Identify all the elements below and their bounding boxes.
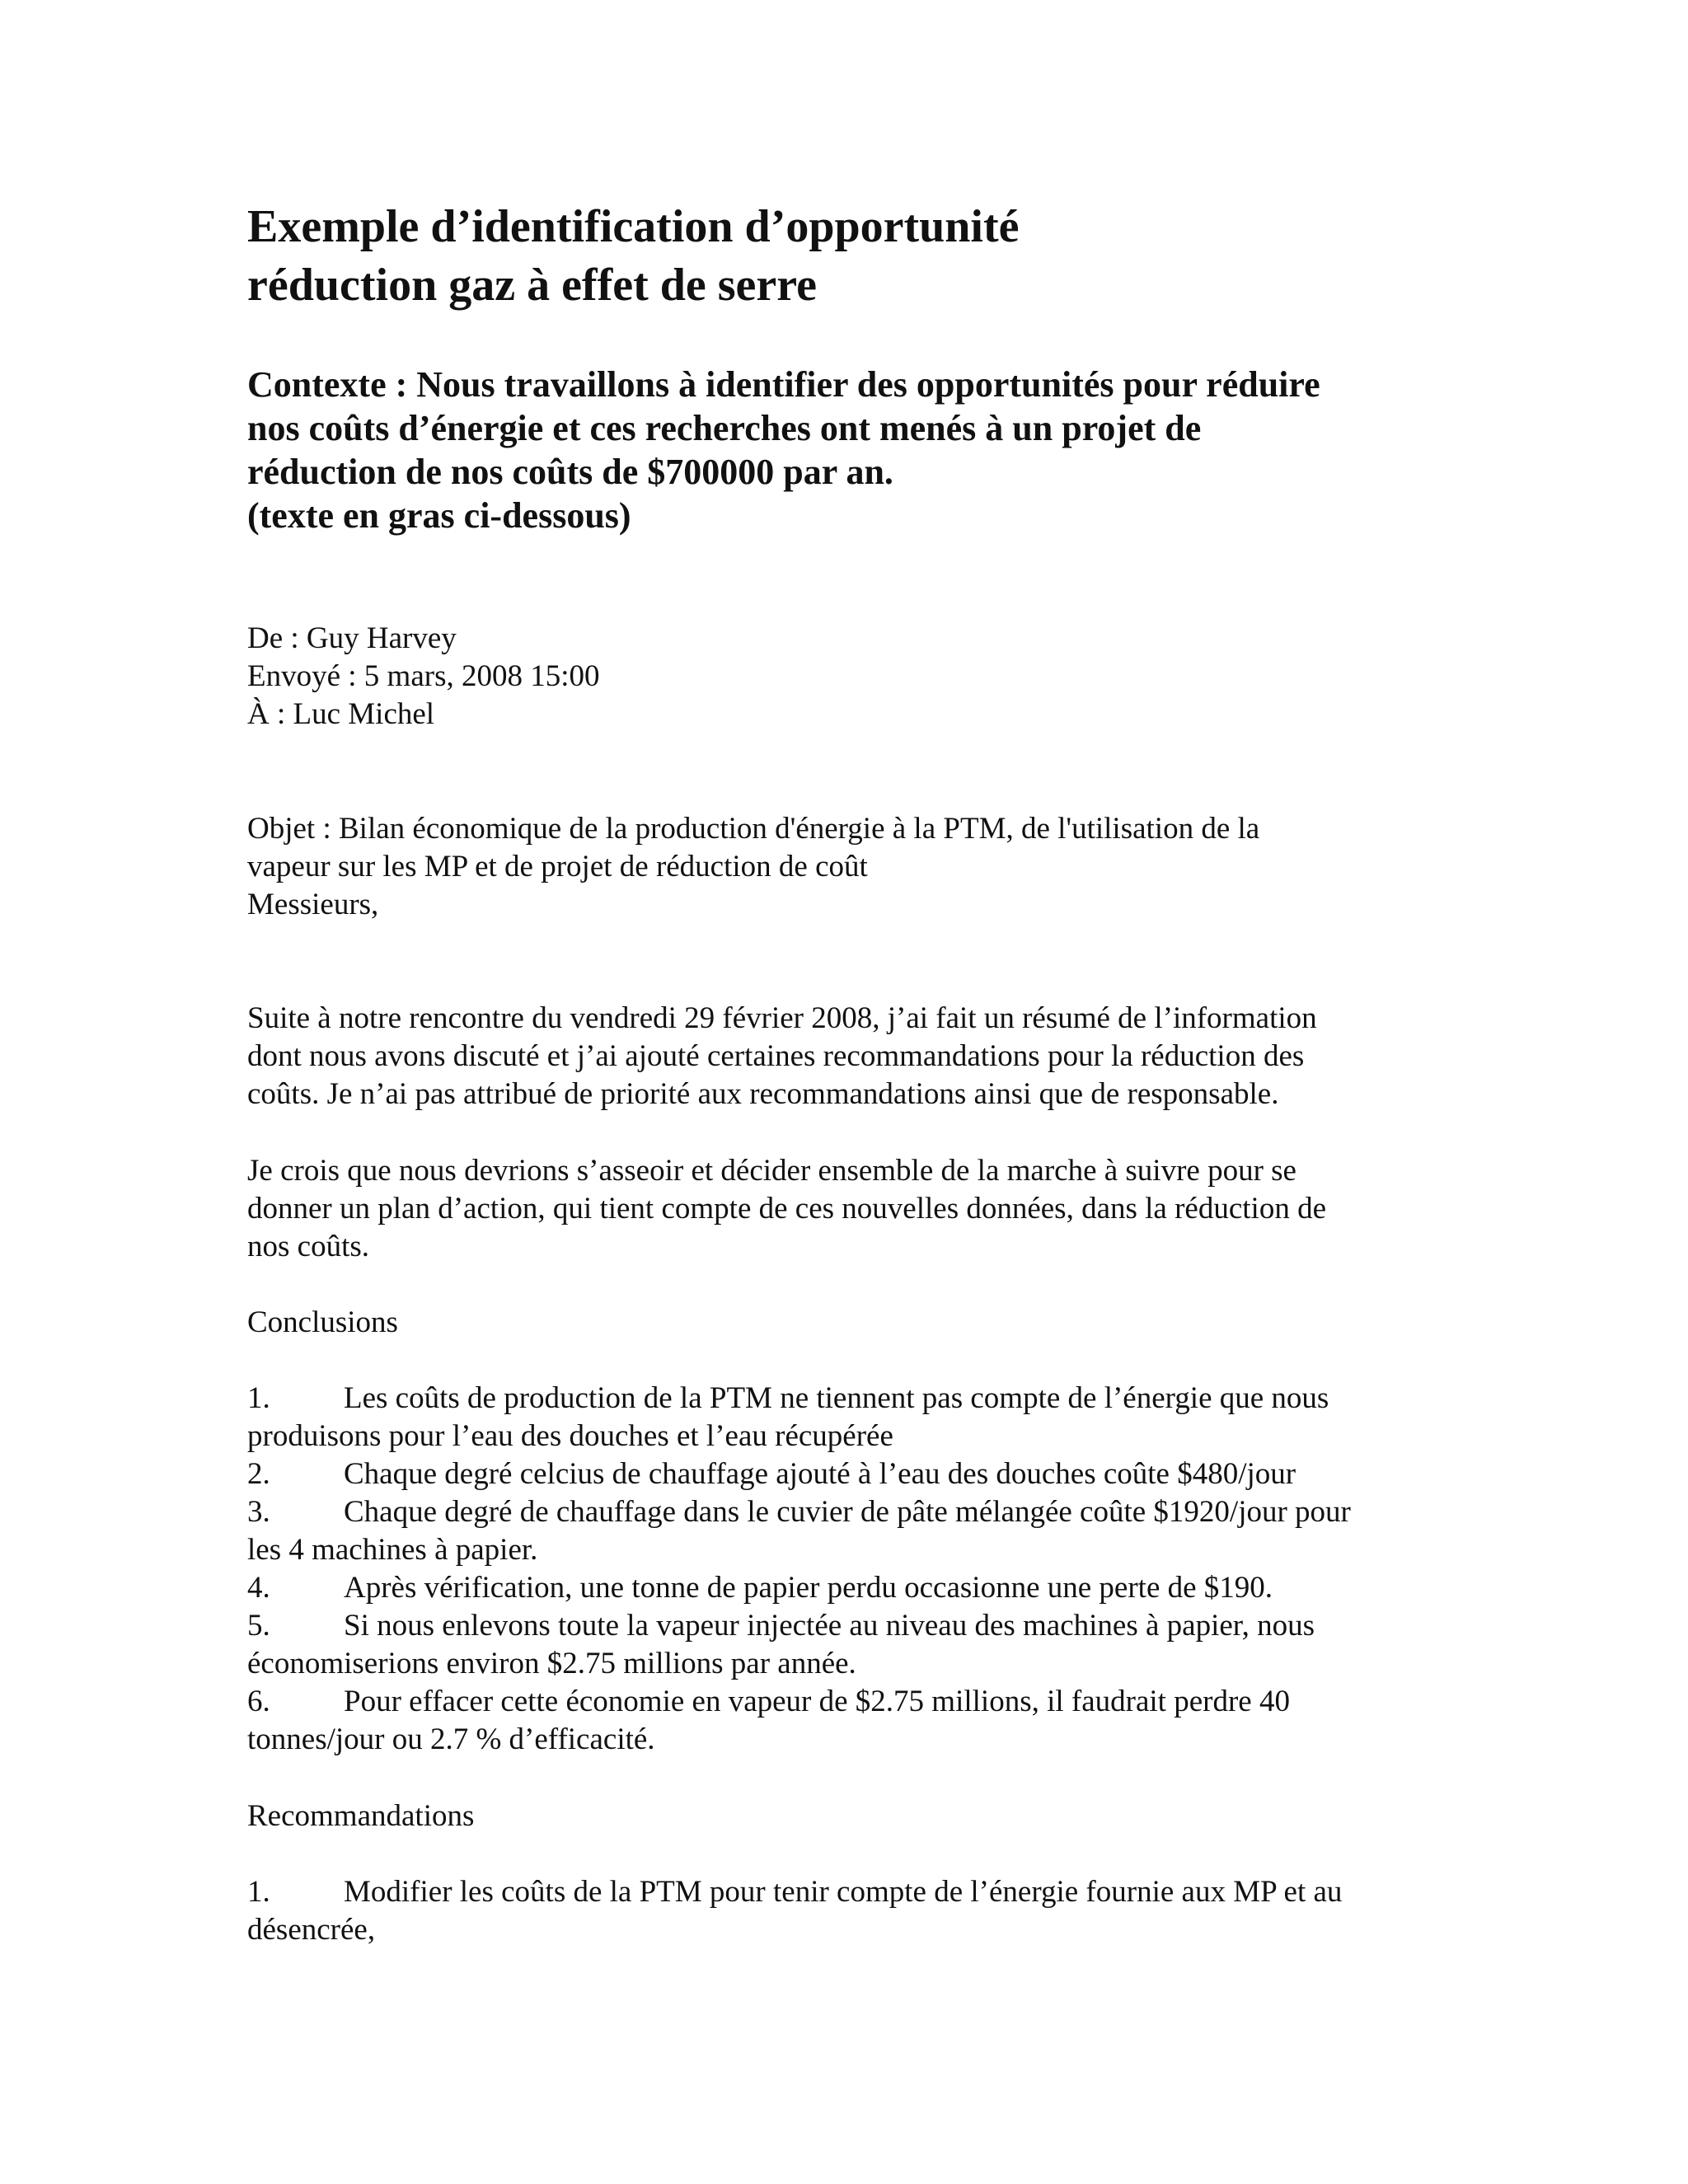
conclusions-list	[247, 1380, 1451, 1759]
email-subject-line-1: Objet : Bilan économique de la production d'énergie à la PTM, de l'utilisation de la	[247, 812, 1260, 846]
context-line-3: réduction de nos coûts de $700000 par an.	[247, 452, 893, 492]
conclusion-number: 1.	[247, 1381, 270, 1415]
paragraph-2	[247, 1152, 1451, 1266]
conclusion-text: Chaque degré celcius de chauffage ajouté à l’eau des douches coûte $480/jour	[344, 1457, 1296, 1491]
conclusion-number: 4.	[247, 1571, 270, 1605]
conclusions-heading: Conclusions	[247, 1305, 398, 1339]
paragraph-1	[247, 1000, 1451, 1113]
paragraph-1-line-2: dont nous avons discuté et j’ai ajouté certaines recommandations pour la réduction des	[247, 1039, 1305, 1073]
context-line-1: Contexte : Nous travaillons à identifier des opportunités pour réduire	[247, 364, 1320, 405]
paragraph-2-line-1: Je crois que nous devrions s’asseoir et décider ensemble de la marche à suivre pour se	[247, 1154, 1296, 1188]
conclusion-number: 6.	[247, 1685, 270, 1718]
recommendation-number: 1.	[247, 1875, 270, 1909]
conclusion-item-4	[247, 1569, 1451, 1607]
email-subject-block	[247, 810, 1451, 924]
conclusion-text: Les coûts de production de la PTM ne tiennent pas compte de l’énergie que nous	[344, 1381, 1329, 1415]
email-from: De : Guy Harvey	[247, 621, 457, 655]
context-heading	[247, 363, 1484, 537]
conclusion-text: Après vérification, une tonne de papier perdu occasionne une perte de $190.	[344, 1571, 1273, 1605]
conclusion-text: Si nous enlevons toute la vapeur injectée au niveau des machines à papier, nous	[344, 1609, 1315, 1643]
conclusion-item-5-cont: économiserions environ $2.75 millions par année.	[247, 1647, 856, 1680]
paragraph-1-line-3: coûts. Je n’ai pas attribué de priorité aux recommandations ainsi que de responsable.	[247, 1077, 1279, 1111]
email-salutation: Messieurs,	[247, 888, 379, 921]
recommendation-item-1-cont: désencrée,	[247, 1913, 376, 1947]
conclusion-text: Pour effacer cette économie en vapeur de $2.75 millions, il faudrait perdre 40	[344, 1685, 1290, 1718]
conclusion-number: 3.	[247, 1495, 270, 1529]
context-line-2: nos coûts d’énergie et ces recherches ont menés à un projet de	[247, 408, 1202, 448]
title-line-1: Exemple d’identification d’opportunité	[247, 201, 1020, 252]
conclusion-item-5	[247, 1607, 1451, 1645]
conclusion-item-2	[247, 1455, 1451, 1493]
email-header	[247, 620, 600, 733]
email-sent: Envoyé : 5 mars, 2008 15:00	[247, 659, 600, 693]
conclusion-item-1-cont: produisons pour l’eau des douches et l’eau récupérée	[247, 1419, 893, 1453]
context-line-4: (texte en gras ci-dessous)	[247, 495, 631, 536]
conclusion-item-6	[247, 1683, 1451, 1721]
conclusion-number: 5.	[247, 1609, 270, 1643]
conclusion-item-6-cont: tonnes/jour ou 2.7 % d’efficacité.	[247, 1722, 655, 1756]
paragraph-2-line-2: donner un plan d’action, qui tient compte de ces nouvelles données, dans la réduction de	[247, 1192, 1327, 1226]
recommendation-text: Modifier les coûts de la PTM pour tenir compte de l’énergie fournie aux MP et au	[344, 1875, 1343, 1909]
document-title	[247, 198, 1484, 315]
title-line-2: réduction gaz à effet de serre	[247, 260, 817, 311]
conclusion-item-3	[247, 1493, 1451, 1531]
recommendations-heading: Recommandations	[247, 1799, 475, 1833]
email-subject-line-2: vapeur sur les MP et de projet de réduction de coût	[247, 850, 868, 883]
paragraph-1-line-1: Suite à notre rencontre du vendredi 29 février 2008, j’ai fait un résumé de l’information	[247, 1001, 1317, 1035]
recommendations-list	[247, 1873, 1451, 1949]
email-to: À : Luc Michel	[247, 697, 435, 731]
conclusion-item-3-cont: les 4 machines à papier.	[247, 1533, 538, 1567]
conclusion-text: Chaque degré de chauffage dans le cuvier de pâte mélangée coûte $1920/jour pour	[344, 1495, 1351, 1529]
conclusion-number: 2.	[247, 1457, 270, 1491]
recommendation-item-1	[247, 1873, 1451, 1911]
paragraph-2-line-3: nos coûts.	[247, 1230, 369, 1263]
conclusion-item-1	[247, 1380, 1451, 1418]
